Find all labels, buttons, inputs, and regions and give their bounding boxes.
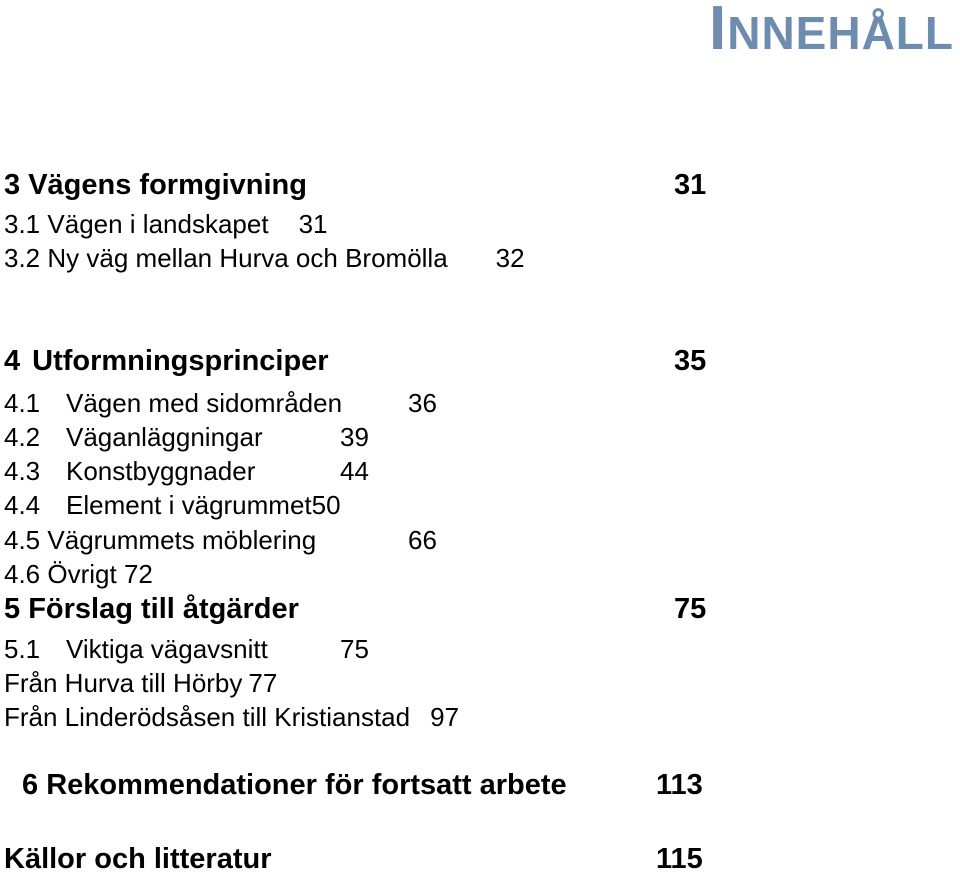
toc-number: 4.4 [4, 490, 41, 520]
toc-section-3-1[interactable] [4, 211, 327, 237]
toc-title: Utformningsprinciper [32, 345, 329, 377]
toc-number: 3.1 [4, 209, 41, 239]
toc-page-number: 113 [656, 769, 703, 801]
toc-page-number: 72 [123, 559, 153, 589]
toc-page-number: 44 [340, 456, 369, 486]
page-title [709, 0, 954, 63]
toc-section-4-5[interactable] [4, 527, 316, 553]
toc-page-number: 39 [340, 422, 369, 452]
toc-number: 5 [4, 593, 21, 625]
toc-chapter-4[interactable] [4, 347, 329, 376]
toc-title: Väganläggningar [66, 422, 263, 452]
toc-references[interactable] [4, 845, 272, 874]
toc-subsection-linderodsasen-kristianstad[interactable] [4, 704, 459, 730]
toc-number: 5.1 [4, 634, 41, 664]
toc-page-number: 36 [408, 388, 437, 418]
toc-title: Element i vägrummet [66, 490, 312, 520]
toc-page-number: 35 [674, 345, 707, 377]
toc-chapter-3[interactable] [4, 171, 307, 200]
toc-number: 4.2 [4, 422, 41, 452]
toc-title: Övrigt [47, 559, 117, 589]
toc-number: 3 [4, 169, 21, 201]
toc-page-number: 75 [340, 634, 369, 664]
toc-section-4-3[interactable] [4, 458, 255, 484]
toc-section-4-6[interactable] [4, 561, 153, 587]
toc-number: 4.3 [4, 456, 41, 486]
toc-number: 4.5 [4, 525, 41, 555]
toc-section-4-2[interactable] [4, 424, 263, 450]
toc-title: Från Linderödsåsen till Kristianstad [4, 702, 411, 732]
toc-page-number: 31 [298, 209, 328, 239]
toc-title: Ny väg mellan Hurva och Bromölla [47, 243, 448, 273]
toc-page-number: 50 [311, 490, 341, 520]
toc-title: Förslag till åtgärder [28, 593, 299, 625]
toc-page-number: 66 [408, 525, 437, 555]
toc-title: Från Hurva till Hörby [4, 668, 243, 698]
toc-chapter-6[interactable] [22, 771, 567, 800]
toc-number: 4.1 [4, 388, 41, 418]
toc-page-number: 31 [674, 169, 707, 201]
page-title-initial: I [709, 0, 728, 63]
toc-subsection-hurva-horby[interactable] [4, 670, 277, 696]
page-title-rest: NNEHÅLL [727, 7, 954, 59]
toc-title: Vägen med sidområden [66, 388, 343, 418]
toc-page-number: 32 [495, 243, 525, 273]
toc-title: Vägen i landskapet [47, 209, 269, 239]
toc-section-3-2[interactable] [4, 245, 525, 271]
toc-title: Konstbyggnader [66, 456, 256, 486]
toc-page-number: 75 [674, 593, 707, 625]
toc-section-4-4[interactable] [4, 492, 341, 518]
toc-section-5-1[interactable] [4, 636, 268, 662]
toc-title: Vägrummets möblering [47, 525, 317, 555]
toc-title: Källor och litteratur [4, 843, 272, 875]
toc-title: Viktiga vägavsnitt [66, 634, 268, 664]
toc-title: Vägens formgivning [28, 169, 307, 201]
toc-number: 4 [4, 345, 21, 377]
toc-number: 3.2 [4, 243, 41, 273]
toc-number: 6 [22, 769, 39, 801]
toc-page-number: 115 [656, 843, 703, 875]
toc-page-number: 97 [430, 702, 460, 732]
toc-title: Rekommendationer för fortsatt arbete [46, 769, 567, 801]
toc-page-number: 77 [248, 668, 278, 698]
toc-section-4-1[interactable] [4, 390, 342, 416]
toc-number: 4.6 [4, 559, 41, 589]
toc-chapter-5[interactable] [4, 595, 299, 624]
